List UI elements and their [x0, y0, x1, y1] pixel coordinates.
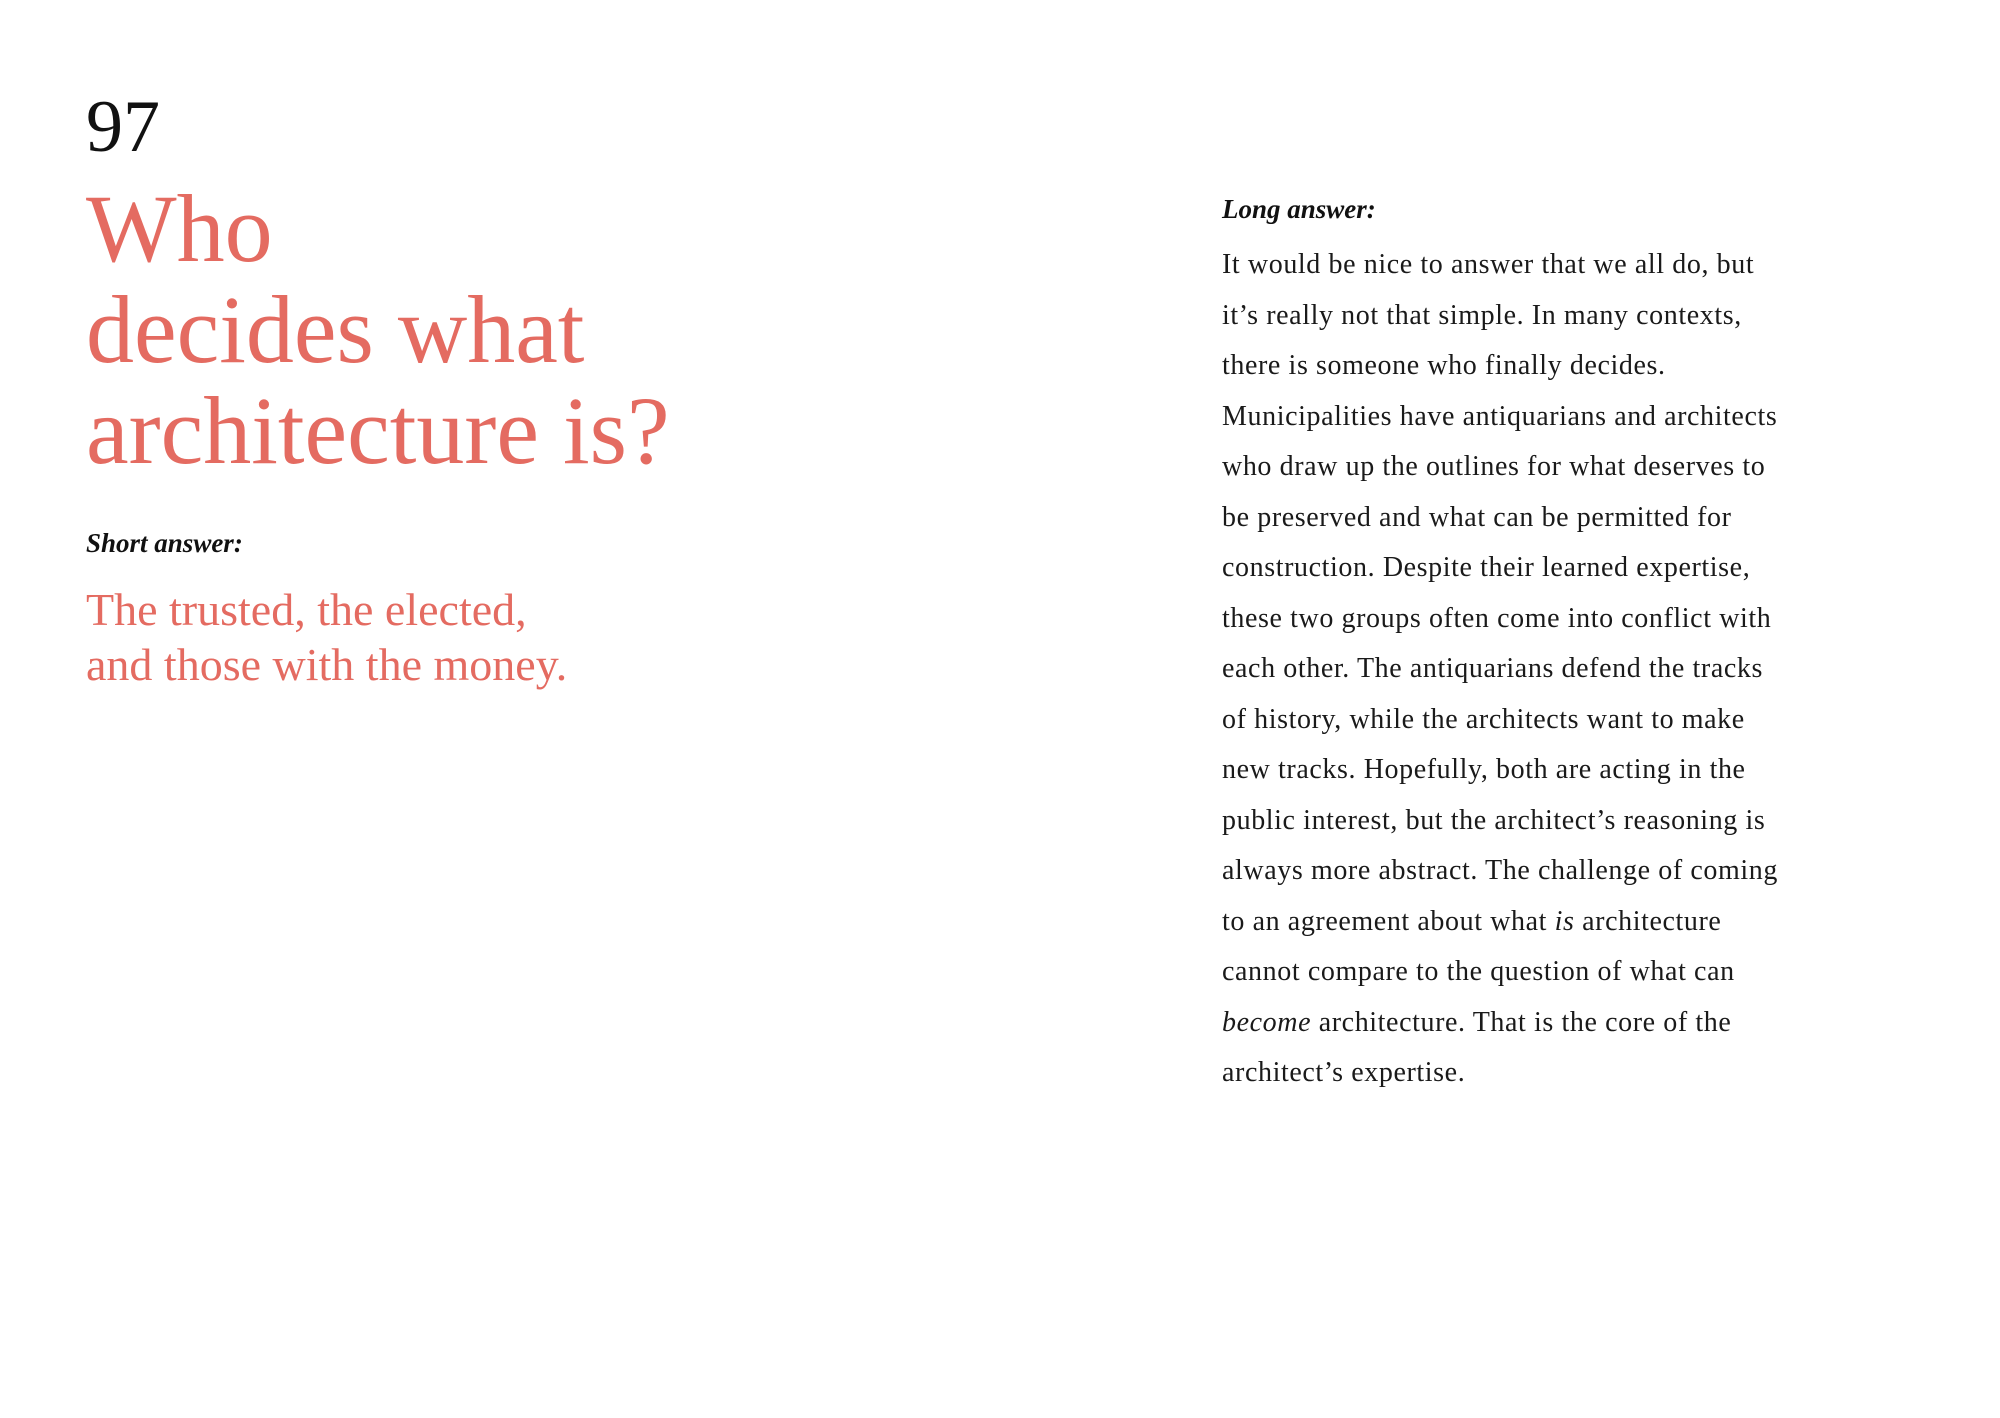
body-line: who draw up the outlines for what deserves to — [1222, 451, 1766, 482]
body-line: public interest, but the architect’s reasoning is — [1222, 804, 1766, 836]
short-answer-line: The trusted, the elected, — [86, 584, 527, 635]
body-fragment: architecture — [1574, 905, 1722, 937]
body-line: it’s really not that simple. In many contexts, — [1222, 299, 1742, 331]
short-answer-line: and those with the money. — [86, 639, 568, 690]
body-line: cannot compare to the question of what can — [1222, 956, 1735, 987]
title-line: Who — [86, 175, 273, 282]
long-answer-label: Long answer: — [1222, 194, 1376, 224]
body-line: always more abstract. The challenge of coming — [1222, 855, 1778, 886]
body-line: of history, while the architects want to make — [1222, 703, 1745, 735]
body-line: new tracks. Hopefully, both are acting in the — [1222, 754, 1746, 785]
title-line: architecture is? — [86, 377, 670, 484]
body-line: be preserved and what can be permitted for — [1222, 501, 1732, 533]
page-number: 97 — [86, 86, 160, 168]
body-line: each other. The antiquarians defend the tracks — [1222, 653, 1763, 684]
body-line — [1222, 897, 1902, 948]
body-fragment: architecture. That is the core of the — [1311, 1006, 1732, 1038]
body-line: construction. Despite their learned expertise, — [1222, 552, 1751, 583]
title-line: decides what — [86, 276, 585, 383]
body-line — [1222, 998, 1902, 1049]
emphasis-become: become — [1222, 1006, 1312, 1038]
body-fragment: to an agreement about what — [1222, 905, 1555, 937]
long-answer-text — [1222, 240, 1902, 1099]
emphasis-is: is — [1554, 905, 1575, 937]
short-answer-label: Short answer: — [86, 528, 243, 558]
body-line: Municipalities have antiquarians and architects — [1222, 400, 1778, 432]
short-answer-text — [86, 582, 706, 692]
body-line: architect’s expertise. — [1222, 1057, 1466, 1088]
body-line: It would be nice to answer that we all do, but — [1222, 249, 1755, 280]
body-line: these two groups often come into conflict with — [1222, 602, 1772, 634]
question-title — [86, 175, 806, 484]
body-line: there is someone who finally decides. — [1222, 350, 1666, 381]
